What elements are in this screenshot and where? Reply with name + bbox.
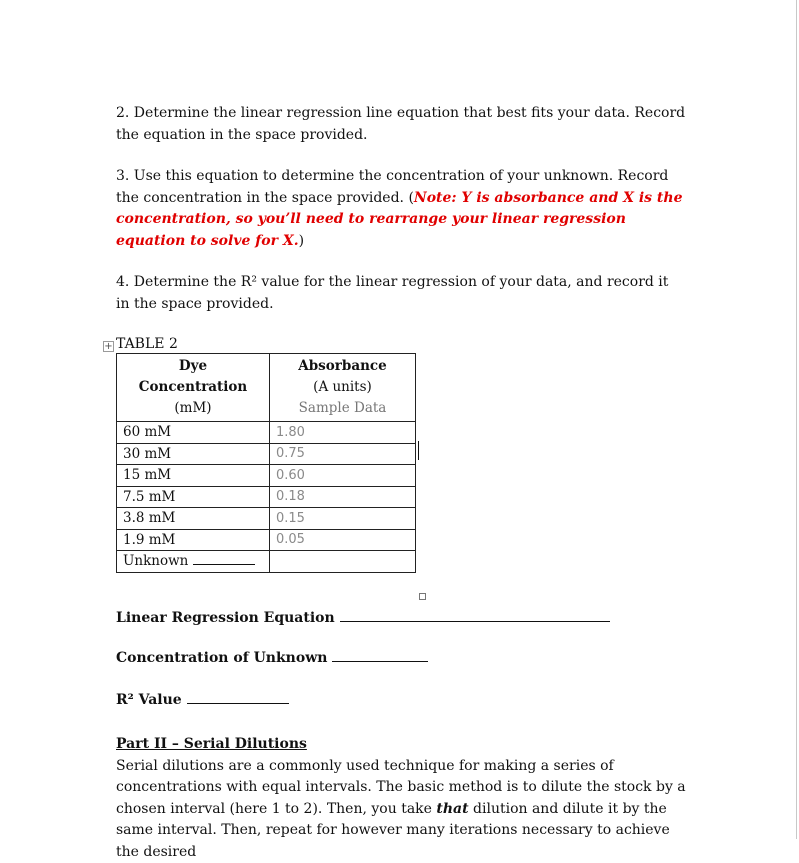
part-2-section <box>116 734 686 863</box>
step-3-note: Note: Y is absorbance and X is the concentration, so you’ll need to rearrange your linear regression equation to solve for X. <box>116 190 682 249</box>
table-header-row <box>117 354 416 422</box>
page-edge <box>796 0 797 839</box>
concentration-cell[interactable]: 7.5 mM <box>117 486 270 508</box>
table-row <box>117 443 416 465</box>
header-absorbance-unit: (A units) <box>276 377 409 398</box>
regression-blank[interactable] <box>340 620 610 622</box>
r2-label: R² Value <box>116 692 182 708</box>
regression-label: Linear Regression Equation <box>116 610 335 626</box>
concentration-cell[interactable]: 1.9 mM <box>117 529 270 551</box>
data-table <box>116 353 416 573</box>
header-concentration-title: Dye Concentration <box>123 356 263 398</box>
step-3-text <box>116 166 686 252</box>
concentration-field <box>116 650 428 666</box>
absorbance-cell[interactable]: 0.18 <box>270 486 416 508</box>
concentration-cell[interactable]: 15 mM <box>117 465 270 487</box>
unknown-absorbance-cell[interactable] <box>270 551 416 573</box>
unknown-blank[interactable] <box>193 563 255 565</box>
table-expand-icon[interactable]: + <box>103 341 114 352</box>
absorbance-cell[interactable]: 0.60 <box>270 465 416 487</box>
header-absorbance-title: Absorbance <box>276 356 409 377</box>
absorbance-cell[interactable]: 1.80 <box>270 422 416 444</box>
table-resize-handle[interactable] <box>419 593 426 600</box>
part-2-body-emphasis: that <box>436 801 468 817</box>
concentration-cell[interactable]: 3.8 mM <box>117 508 270 530</box>
part-2-title: Part II – Serial Dilutions <box>116 734 686 756</box>
step-2-text: 2. Determine the linear regression line equation that best fits your data. Record the equation in the space provided. <box>116 103 686 146</box>
table-row <box>117 486 416 508</box>
concentration-blank[interactable] <box>332 660 428 662</box>
header-sample-data: Sample Data <box>276 398 409 419</box>
part-2-body <box>116 756 686 863</box>
r2-blank[interactable] <box>187 702 289 704</box>
concentration-cell[interactable]: 30 mM <box>117 443 270 465</box>
unknown-row <box>117 551 416 573</box>
step-3-lead: 3. Use this equation to determine the concentration of your unknown. Record the concentration in the space provided. ( <box>116 168 668 206</box>
part-2-body-lead: Serial dilutions are a commonly used technique for making a series of concentrations with equal intervals. The basic method is to dilute the stock by a chosen interval (here 1 to 2). Then, you take <box>116 758 686 817</box>
r2-field <box>116 692 289 708</box>
text-cursor <box>418 441 419 460</box>
header-absorbance <box>270 354 416 422</box>
table-row <box>117 529 416 551</box>
table-title: TABLE 2 <box>116 336 178 352</box>
table-row <box>117 508 416 530</box>
concentration-label: Concentration of Unknown <box>116 650 327 666</box>
unknown-label: Unknown <box>123 553 188 569</box>
header-concentration <box>117 354 270 422</box>
absorbance-cell[interactable]: 0.05 <box>270 529 416 551</box>
regression-field <box>116 610 610 626</box>
table-row <box>117 465 416 487</box>
step-4-text: 4. Determine the R² value for the linear regression of your data, and record it in the space provided. <box>116 272 686 315</box>
unknown-cell[interactable] <box>117 551 270 573</box>
header-concentration-unit: (mM) <box>123 398 263 419</box>
absorbance-cell[interactable]: 0.15 <box>270 508 416 530</box>
step-3-close: ) <box>299 233 304 249</box>
part-2-body-tail: dilution and dilute it by the same interval. Then, repeat for however many iterations necessary to achieve the desired <box>116 801 670 860</box>
table-row <box>117 422 416 444</box>
absorbance-cell[interactable]: 0.75 <box>270 443 416 465</box>
concentration-cell[interactable]: 60 mM <box>117 422 270 444</box>
